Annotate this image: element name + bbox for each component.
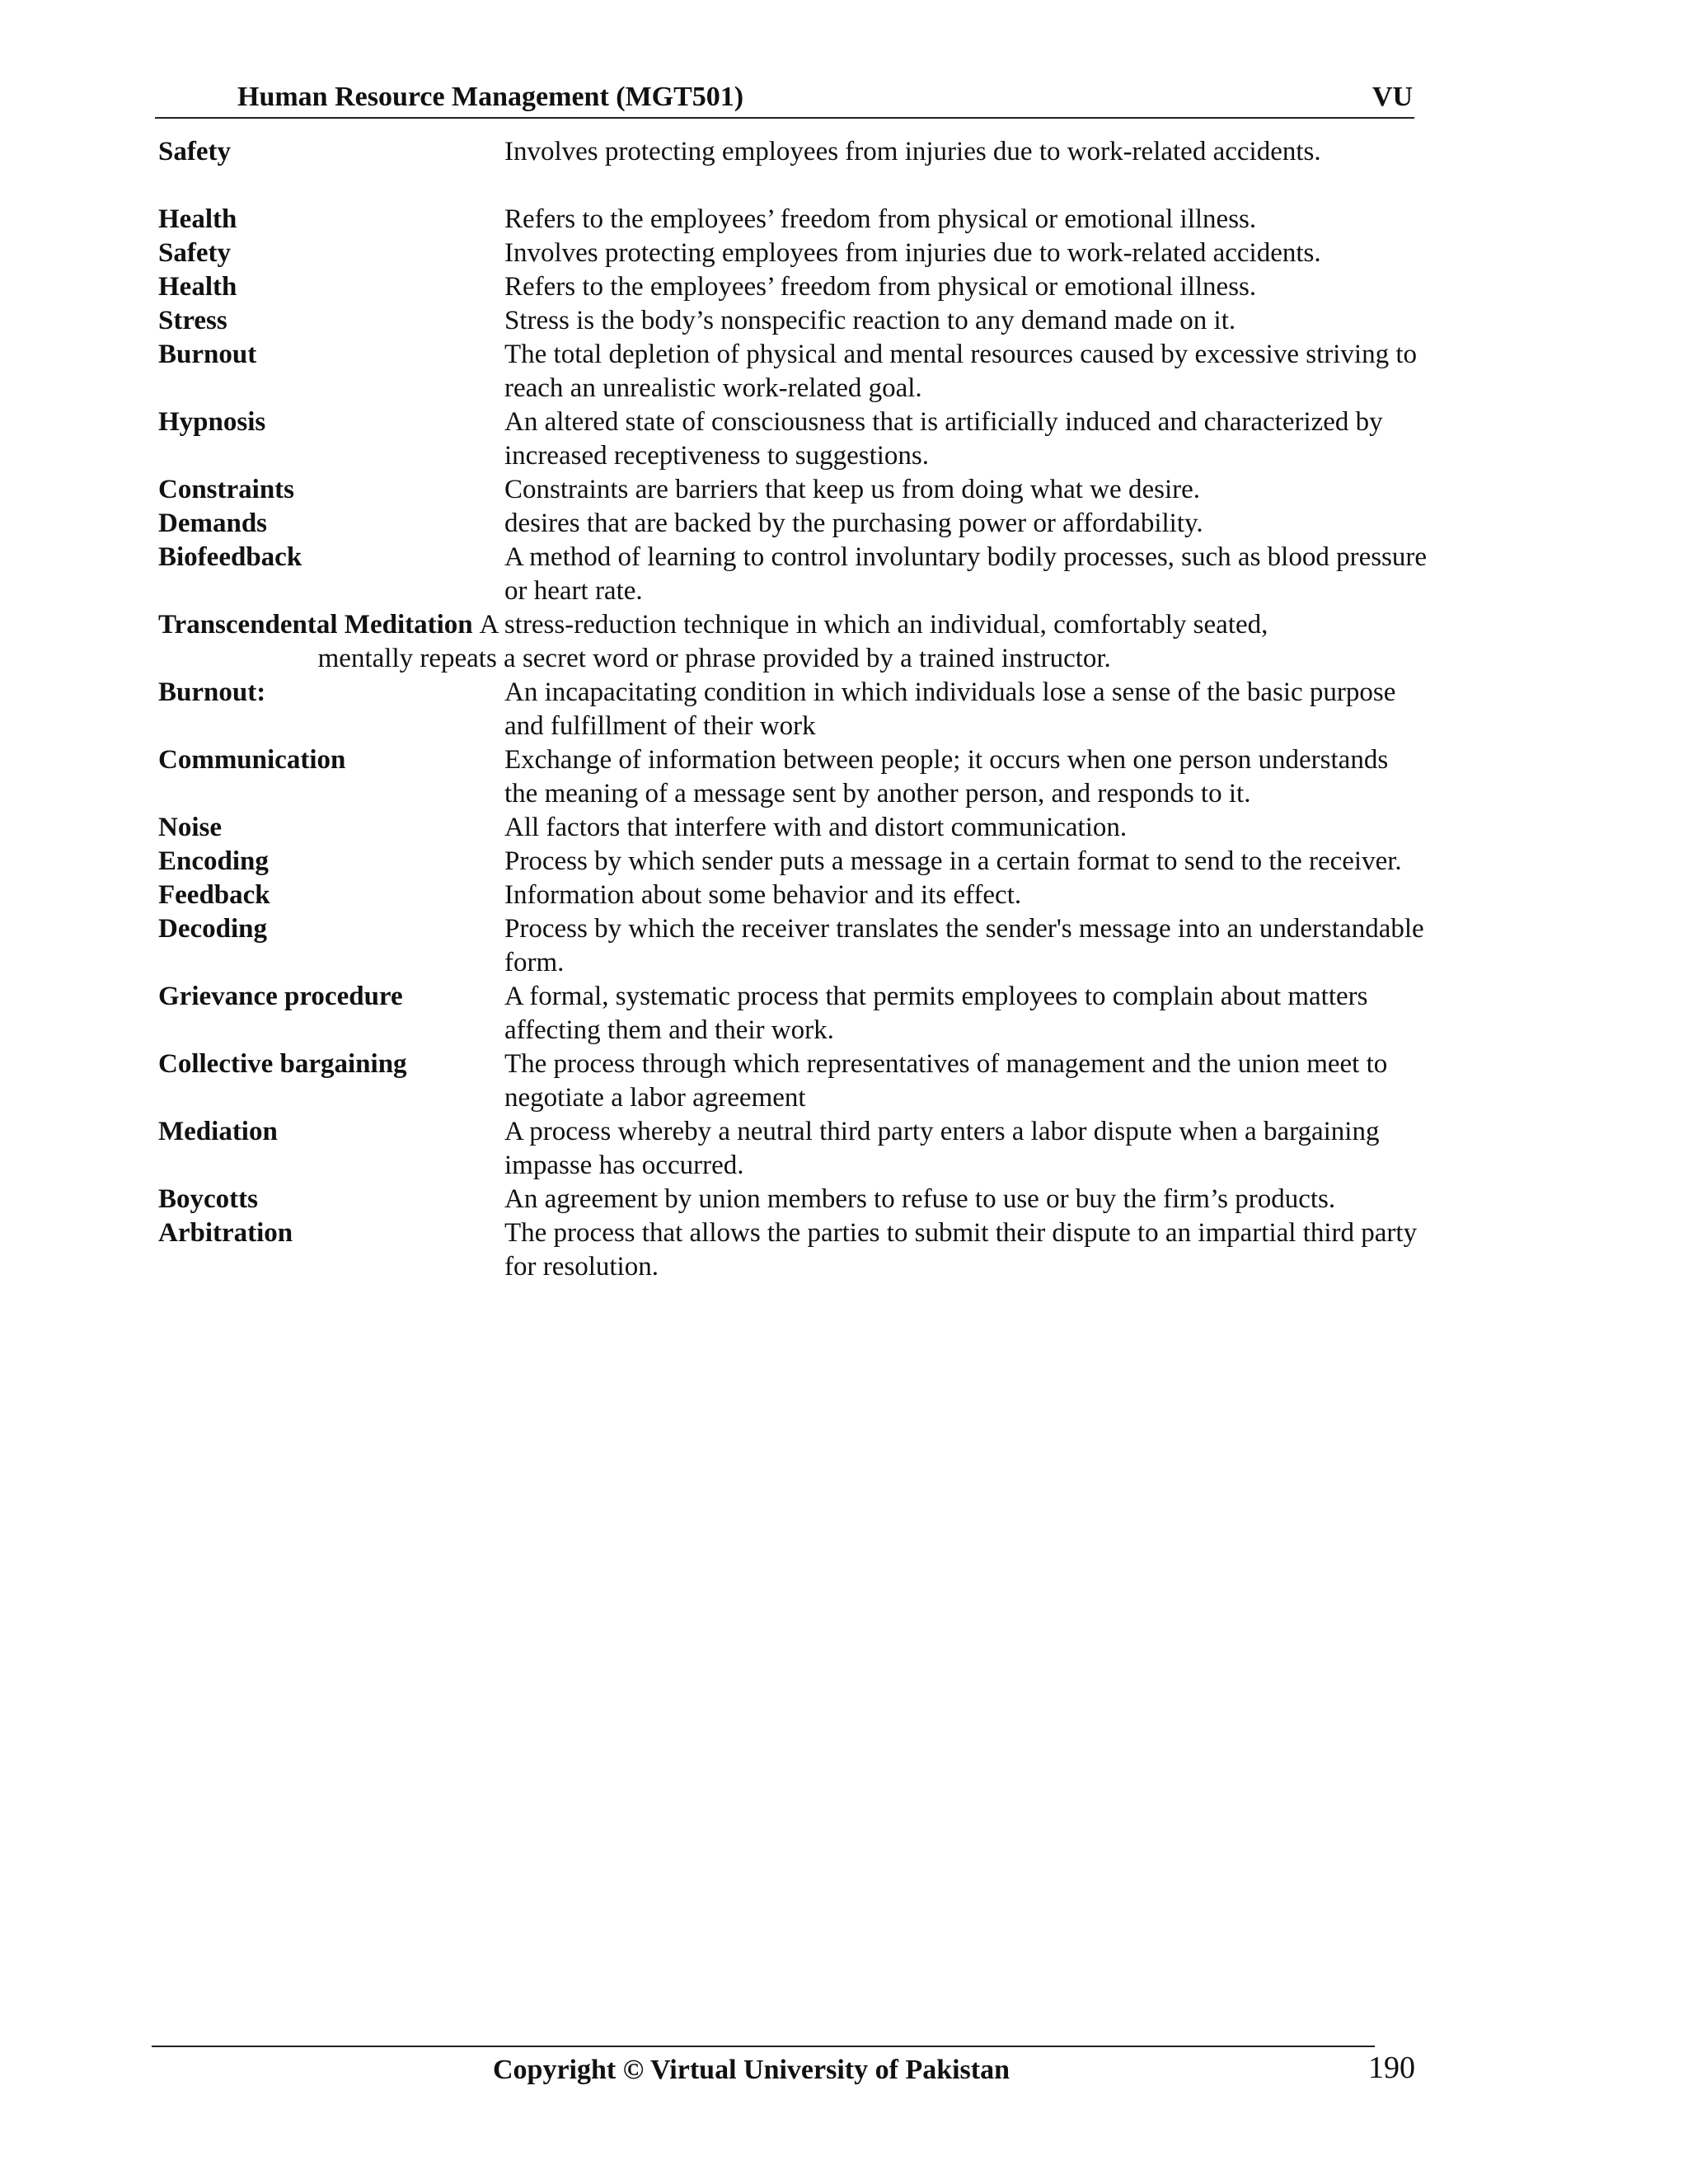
- glossary-term: Communication: [158, 745, 346, 775]
- glossary-term: Hypnosis: [158, 407, 266, 437]
- glossary-definition: desires that are backed by the purchasing power or affordability.: [504, 509, 1203, 538]
- glossary-definition: Process by which the receiver translates the sender's message into an understandable form.: [504, 914, 1424, 977]
- glossary-entry: [158, 507, 1428, 541]
- glossary-definition: A formal, systematic process that permits employees to complain about matters affecting them and their work.: [504, 982, 1368, 1045]
- glossary-entry: [158, 1047, 1428, 1115]
- glossary-term: Health: [158, 272, 237, 302]
- glossary-entry: [158, 676, 1428, 743]
- glossary-entry: [158, 405, 1428, 473]
- glossary-definition: An altered state of consciousness that is artificially induced and characterized by increased receptiveness to suggestions.: [504, 407, 1383, 471]
- glossary-definition: The process through which representatives of management and the union meet to negotiate a labor agreement: [504, 1049, 1388, 1113]
- glossary-entry: [158, 608, 1428, 676]
- glossary-definition: The total depletion of physical and mental resources caused by excessive striving to reach an unrealistic work-related goal.: [504, 340, 1417, 403]
- glossary-entry: [158, 237, 1428, 270]
- glossary-entry: [158, 1216, 1428, 1284]
- glossary-term: Stress: [158, 306, 227, 335]
- glossary-entry: [158, 135, 1428, 169]
- glossary-entry: [158, 473, 1428, 507]
- glossary-definition: Constraints are barriers that keep us from doing what we desire.: [504, 475, 1200, 504]
- glossary-term: Noise: [158, 813, 222, 842]
- glossary-definition: Involves protecting employees from injuries due to work-related accidents.: [504, 238, 1321, 268]
- glossary-entry: [158, 879, 1428, 912]
- footer-divider: [152, 2046, 1375, 2047]
- glossary-entry: [158, 845, 1428, 879]
- glossary-term: Arbitration: [158, 1218, 293, 1248]
- glossary-entry: [158, 541, 1428, 608]
- copyright-notice: Copyright © Virtual University of Pakistan: [493, 2055, 1010, 2085]
- glossary-entry: [158, 338, 1428, 405]
- glossary-term: Safety: [158, 137, 231, 166]
- glossary-list: [158, 135, 1428, 1284]
- glossary-definition: Stress is the body’s nonspecific reaction to any demand made on it.: [504, 306, 1236, 335]
- glossary-term: Decoding: [158, 914, 267, 944]
- glossary-term: Health: [158, 204, 237, 234]
- glossary-definition: An incapacitating condition in which individuals lose a sense of the basic purpose and fulfillment of their work: [504, 677, 1396, 741]
- glossary-entry: [158, 304, 1428, 338]
- glossary-term: Constraints: [158, 475, 295, 504]
- glossary-entry: [158, 811, 1428, 845]
- glossary-definition: Involves protecting employees from injuries due to work-related accidents.: [504, 137, 1321, 166]
- glossary-definition: Exchange of information between people; it occurs when one person understands the meaning of a message sent by another person, and responds to it.: [504, 745, 1389, 808]
- glossary-term: Grievance procedure: [158, 982, 403, 1011]
- glossary-entry: [158, 980, 1428, 1047]
- glossary-definition: All factors that interfere with and distort communication.: [504, 813, 1128, 842]
- glossary-term: Biofeedback: [158, 542, 302, 572]
- glossary-definition: A process whereby a neutral third party enters a labor dispute when a bargaining impasse has occurred.: [504, 1117, 1380, 1180]
- glossary-term: Burnout: [158, 340, 257, 369]
- glossary-entry: [158, 270, 1428, 304]
- glossary-term: Boycotts: [158, 1184, 258, 1214]
- glossary-term: Collective bargaining: [158, 1049, 407, 1079]
- glossary-entry: [158, 203, 1428, 237]
- glossary-definition-line: mentally repeats a secret word or phrase provided by a trained instructor.: [317, 644, 1111, 673]
- glossary-term: Feedback: [158, 880, 270, 910]
- glossary-term: Safety: [158, 238, 231, 268]
- institution-label: VU: [1372, 82, 1413, 112]
- glossary-entry: [158, 743, 1428, 811]
- page-header: [155, 77, 1414, 119]
- glossary-entry: [158, 1183, 1428, 1216]
- page-number: 190: [1368, 2050, 1415, 2085]
- glossary-entry: [158, 1115, 1428, 1183]
- glossary-definition-line: A stress-reduction technique in which an individual, comfortably seated,: [479, 610, 1268, 640]
- glossary-definition: Refers to the employees’ freedom from physical or emotional illness.: [504, 204, 1257, 234]
- glossary-definition: Information about some behavior and its effect.: [504, 880, 1022, 910]
- glossary-term: Burnout:: [158, 677, 266, 707]
- glossary-definition: The process that allows the parties to submit their dispute to an impartial third party for resolution.: [504, 1218, 1418, 1282]
- glossary-definition: Process by which sender puts a message in a certain format to send to the receiver.: [504, 846, 1402, 876]
- document-title: Human Resource Management (MGT501): [237, 82, 744, 112]
- glossary-term: Demands: [158, 509, 268, 538]
- glossary-definition: [317, 608, 1428, 676]
- glossary-definition: A method of learning to control involuntary bodily processes, such as blood pressure or heart rate.: [504, 542, 1428, 606]
- glossary-definition: Refers to the employees’ freedom from physical or emotional illness.: [504, 272, 1257, 302]
- glossary-term: Encoding: [158, 846, 269, 876]
- glossary-entry: [158, 912, 1428, 980]
- glossary-definition: An agreement by union members to refuse to use or buy the firm’s products.: [504, 1184, 1336, 1214]
- glossary-term: Mediation: [158, 1117, 278, 1146]
- glossary-term: Transcendental Meditation: [158, 610, 473, 640]
